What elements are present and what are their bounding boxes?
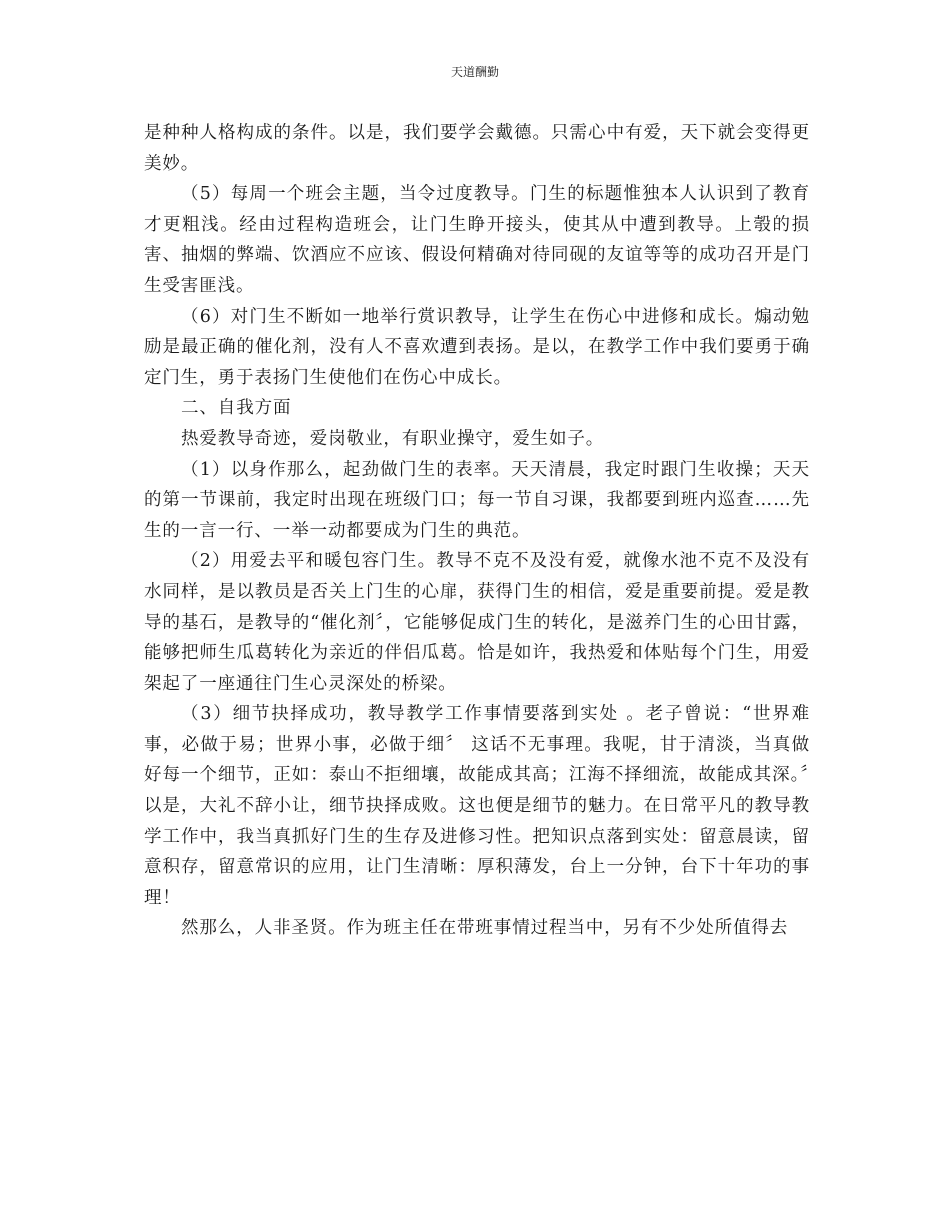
paragraph-intro: 热爱教导奇迹，爱岗敬业，有职业操守，爱生如子。	[181, 428, 605, 449]
document-body	[144, 118, 810, 944]
paragraph-continuation: 是种种人格构成的条件。以是，我们要学会戴德。只需心中有爱，天下就会变得更美妙。	[144, 123, 810, 174]
paragraph-item-5: （5）每周一个班会主题，当令过度教导。门生的标题惟独本人认识到了教育才更粗浅。经由过程构造班会，让门生睁开接头，使其从中遭到教导。上彀的损害、抽烟的弊端、饮酒应不应该、假设何精确对待同砚的友谊等等的成功召开是门生受害匪浅。	[144, 184, 810, 296]
paragraph-self-1: （1）以身作那么，起劲做门生的表率。天天清晨，我定时跟门生收操；天天的第一节课前，我定时出现在班级门口；每一节自习课，我都要到班内巡查……先生的一言一行、一举一动都要成为门生的典范。	[144, 459, 810, 541]
section-heading-self: 二、自我方面	[181, 398, 292, 419]
paragraph-closing: 然那么，人非圣贤。作为班主任在带班事情过程当中，另有不少处所值得去	[181, 918, 789, 939]
paragraph-item-6: （6）对门生不断如一地举行赏识教导，让学生在伤心中进修和成长。煽动勉励是最正确的催化剂，没有人不喜欢遭到表扬。是以，在教学工作中我们要勇于确定门生，勇于表扬门生使他们在伤心中成长。	[144, 306, 810, 388]
paragraph-self-3: （3）细节抉择成功，教导教学工作事情要落到实处 。老子曾说：“世界难事，必做于易；世界小事，必做于细〞 这话不无事理。我呢，甘于清淡，当真做好每一个细节，正如：泰山不拒细壤，故能成其高；江海不择细流，故能成其深。〞以是，大礼不辞小让，细节抉择成败。这也便是细节的魅力。在日常平凡的教导教学工作中，我当真抓好门生的生存及进修习性。把知识点落到实处：留意晨读，留意积存，留意常识的应用，让门生清晰：厚积薄发，台上一分钟，台下十年功的事理！	[144, 704, 810, 908]
paragraph-self-2: （2）用爱去平和暖包容门生。教导不克不及没有爱，就像水池不克不及没有水同样，是以教员是否关上门生的心扉，获得门生的相信，爱是重要前提。爱是教导的基石，是教导的“催化剂〞，它能够促成门生的转化，是滋养门生的心田甘露，能够把师生瓜葛转化为亲近的伴侣瓜葛。恰是如许，我热爱和体贴每个门生，用爱架起了一座通往门生心灵深处的桥梁。	[144, 551, 810, 694]
page-header: 天道酬勤	[450, 65, 499, 79]
